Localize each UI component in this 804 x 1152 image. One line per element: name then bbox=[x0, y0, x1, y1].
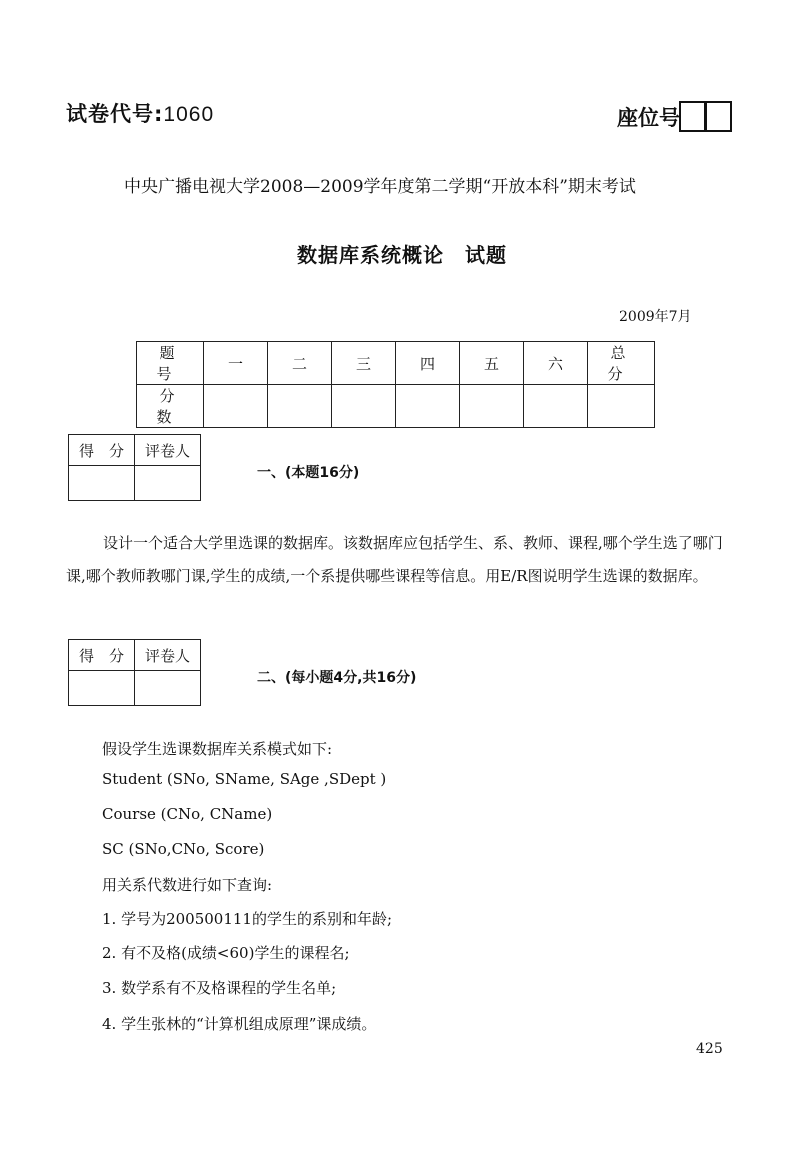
exam-code-label: 试卷代号: bbox=[66, 102, 164, 126]
score-table-cell: 一 bbox=[204, 342, 268, 385]
score-table-cell: 三 bbox=[332, 342, 396, 385]
score-table-cell: 二 bbox=[268, 342, 332, 385]
score-table-cell bbox=[332, 385, 396, 428]
section1-body: 设计一个适合大学里选课的数据库。该数据库应包括学生、系、教师、课程,哪个学生选了哪门课,哪个教师教哪门课,学生的成绩,一个系提供哪些课程等信息。用E/R图说明学生选课的数据库。 bbox=[66, 534, 723, 585]
score-table-cell: 五 bbox=[460, 342, 524, 385]
schema-line: Student (SNo, SName, SAge ,SDept ) bbox=[102, 770, 387, 788]
score-table-header-row bbox=[137, 342, 655, 385]
grader-box-score-label: 得 分 bbox=[69, 435, 135, 466]
score-table-cell: 四 bbox=[396, 342, 460, 385]
section2-intro: 假设学生选课数据库关系模式如下: bbox=[102, 740, 333, 758]
seat-box bbox=[679, 101, 706, 132]
score-table-cell: 分 数 bbox=[137, 385, 204, 428]
grader-box bbox=[68, 434, 201, 501]
grader-box-score-label: 得 分 bbox=[69, 640, 135, 671]
question-item: 4. 学生张林的“计算机组成原理”课成绩。 bbox=[102, 1015, 377, 1033]
seat-box bbox=[705, 101, 732, 132]
score-table bbox=[136, 341, 665, 428]
schema-line: Course (CNo, CName) bbox=[102, 805, 273, 823]
subject-title: 数据库系统概论 试题 bbox=[297, 243, 507, 267]
grader-box bbox=[68, 639, 201, 706]
score-table-cell: 总 分 bbox=[588, 342, 655, 385]
exam-code bbox=[66, 98, 214, 128]
grader-box-grader-cell bbox=[135, 671, 201, 706]
score-table-cell bbox=[396, 385, 460, 428]
question-item: 2. 有不及格(成绩<60)学生的课程名; bbox=[102, 944, 350, 962]
question-item: 1. 学号为200500111的学生的系别和年龄; bbox=[102, 910, 393, 928]
page-number: 425 bbox=[696, 1041, 723, 1057]
grader-box-grader-cell bbox=[135, 466, 201, 501]
seat-number bbox=[617, 101, 732, 132]
section1-heading: 一、(本题16分) bbox=[257, 465, 360, 481]
score-table-cell bbox=[524, 385, 588, 428]
grader-box-grader-label: 评卷人 bbox=[135, 435, 201, 466]
exam-code-number: 1060 bbox=[163, 103, 215, 126]
query-intro: 用关系代数进行如下查询: bbox=[102, 876, 273, 894]
score-table-cell bbox=[588, 385, 655, 428]
exam-title: 中央广播电视大学2008—2009学年度第二学期“开放本科”期末考试 bbox=[124, 177, 636, 197]
score-table-cell bbox=[460, 385, 524, 428]
score-table-score-row bbox=[137, 385, 655, 428]
section2-heading: 二、(每小题4分,共16分) bbox=[257, 670, 417, 686]
seat-number-label: 座位号 bbox=[617, 105, 680, 130]
exam-date: 2009年7月 bbox=[619, 309, 692, 325]
score-table-cell: 题 号 bbox=[137, 342, 204, 385]
question-item: 3. 数学系有不及格课程的学生名单; bbox=[102, 979, 337, 997]
grader-box-score-cell bbox=[69, 671, 135, 706]
score-table-cell: 六 bbox=[524, 342, 588, 385]
score-table-cell bbox=[268, 385, 332, 428]
schema-line: SC (SNo,CNo, Score) bbox=[102, 840, 265, 858]
grader-box-grader-label: 评卷人 bbox=[135, 640, 201, 671]
grader-box-score-cell bbox=[69, 466, 135, 501]
